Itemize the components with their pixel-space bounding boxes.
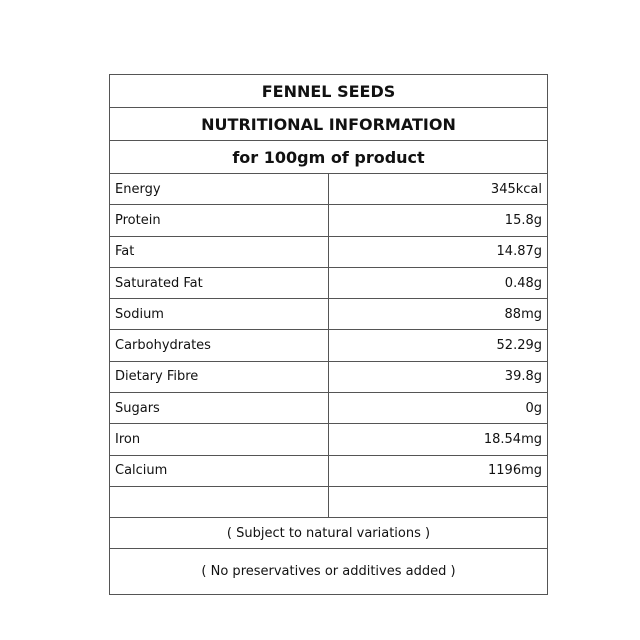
table-row bbox=[110, 456, 547, 487]
nutrient-label: Calcium bbox=[110, 456, 329, 486]
nutrient-label: Dietary Fibre bbox=[110, 362, 329, 392]
footnote-variations: ( Subject to natural variations ) bbox=[110, 518, 547, 549]
nutrient-label: Fat bbox=[110, 237, 329, 267]
table-row bbox=[110, 299, 547, 330]
nutrient-value: 88mg bbox=[504, 306, 542, 322]
table-row bbox=[110, 330, 547, 361]
table-row bbox=[110, 237, 547, 268]
table-row bbox=[110, 424, 547, 455]
table-row-empty bbox=[110, 487, 547, 518]
table-row bbox=[110, 268, 547, 299]
nutrient-value: 15.8g bbox=[504, 212, 542, 228]
serving-size: for 100gm of product bbox=[110, 141, 547, 174]
nutrient-value: 0.48g bbox=[504, 275, 542, 291]
footnote-preservatives: ( No preservatives or additives added ) bbox=[201, 564, 456, 580]
nutrient-value: 18.54mg bbox=[483, 432, 542, 448]
nutrient-label: Protein bbox=[110, 205, 329, 235]
nutrition-table bbox=[109, 74, 548, 595]
nutrient-value: 39.8g bbox=[504, 369, 542, 385]
nutrient-label: Iron bbox=[110, 424, 329, 454]
nutrient-value: 14.87g bbox=[496, 244, 542, 260]
table-row bbox=[110, 393, 547, 424]
nutrient-value: 1196mg bbox=[488, 463, 542, 479]
nutrient-label: Energy bbox=[110, 174, 329, 204]
table-row bbox=[110, 362, 547, 393]
nutrient-label: Saturated Fat bbox=[110, 268, 329, 298]
nutrient-label bbox=[110, 487, 329, 517]
nutrient-value bbox=[329, 487, 547, 517]
nutrient-label: Sugars bbox=[110, 393, 329, 423]
nutrient-label: Sodium bbox=[110, 299, 329, 329]
table-row bbox=[110, 205, 547, 236]
table-row bbox=[110, 174, 547, 205]
nutrient-value: 0g bbox=[525, 400, 542, 416]
product-title: FENNEL SEEDS bbox=[110, 75, 547, 108]
nutrient-label: Carbohydrates bbox=[110, 330, 329, 360]
nutrient-value: 52.29g bbox=[496, 338, 542, 354]
section-heading: NUTRITIONAL INFORMATION bbox=[110, 108, 547, 141]
nutrient-value: 345kcal bbox=[490, 181, 542, 197]
